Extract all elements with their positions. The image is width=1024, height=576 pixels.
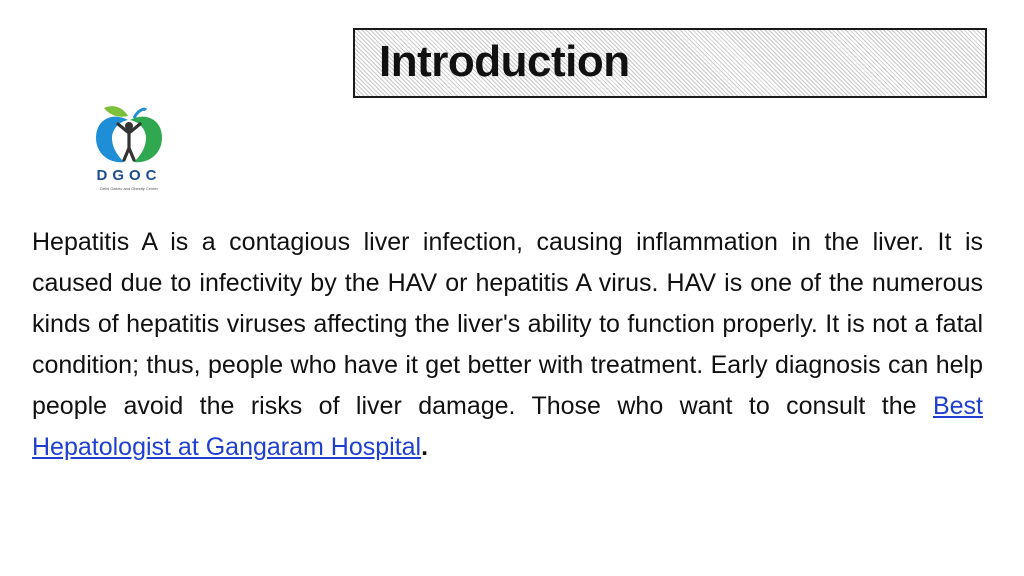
apple-figure-icon [88, 102, 170, 168]
intro-paragraph [32, 222, 983, 468]
dgoc-logo [88, 102, 170, 194]
paragraph-text: Hepatitis A is a contagious liver infection, causing inflammation in the liver. It is caused due to infectivity by the HAV or hepatitis A virus. HAV is one of the numerous kinds of hepatitis viruses affecting the liver's ability to function properly. It is not a fatal condition; thus, people who have it get better with treatment. Early diagnosis can help people avoid the risks of liver damage. Those who want to consult the [32, 228, 983, 420]
title-banner [353, 28, 987, 98]
paragraph-end: . [421, 433, 429, 461]
logo-wordmark: DGOC [96, 167, 162, 184]
logo-subtitle: Delhi Gastro and Obesity Center [100, 186, 158, 191]
slide-title: Introduction [379, 37, 630, 86]
hepatologist-link[interactable]: Best Hepatologist at Gangaram Hospital [32, 392, 983, 461]
